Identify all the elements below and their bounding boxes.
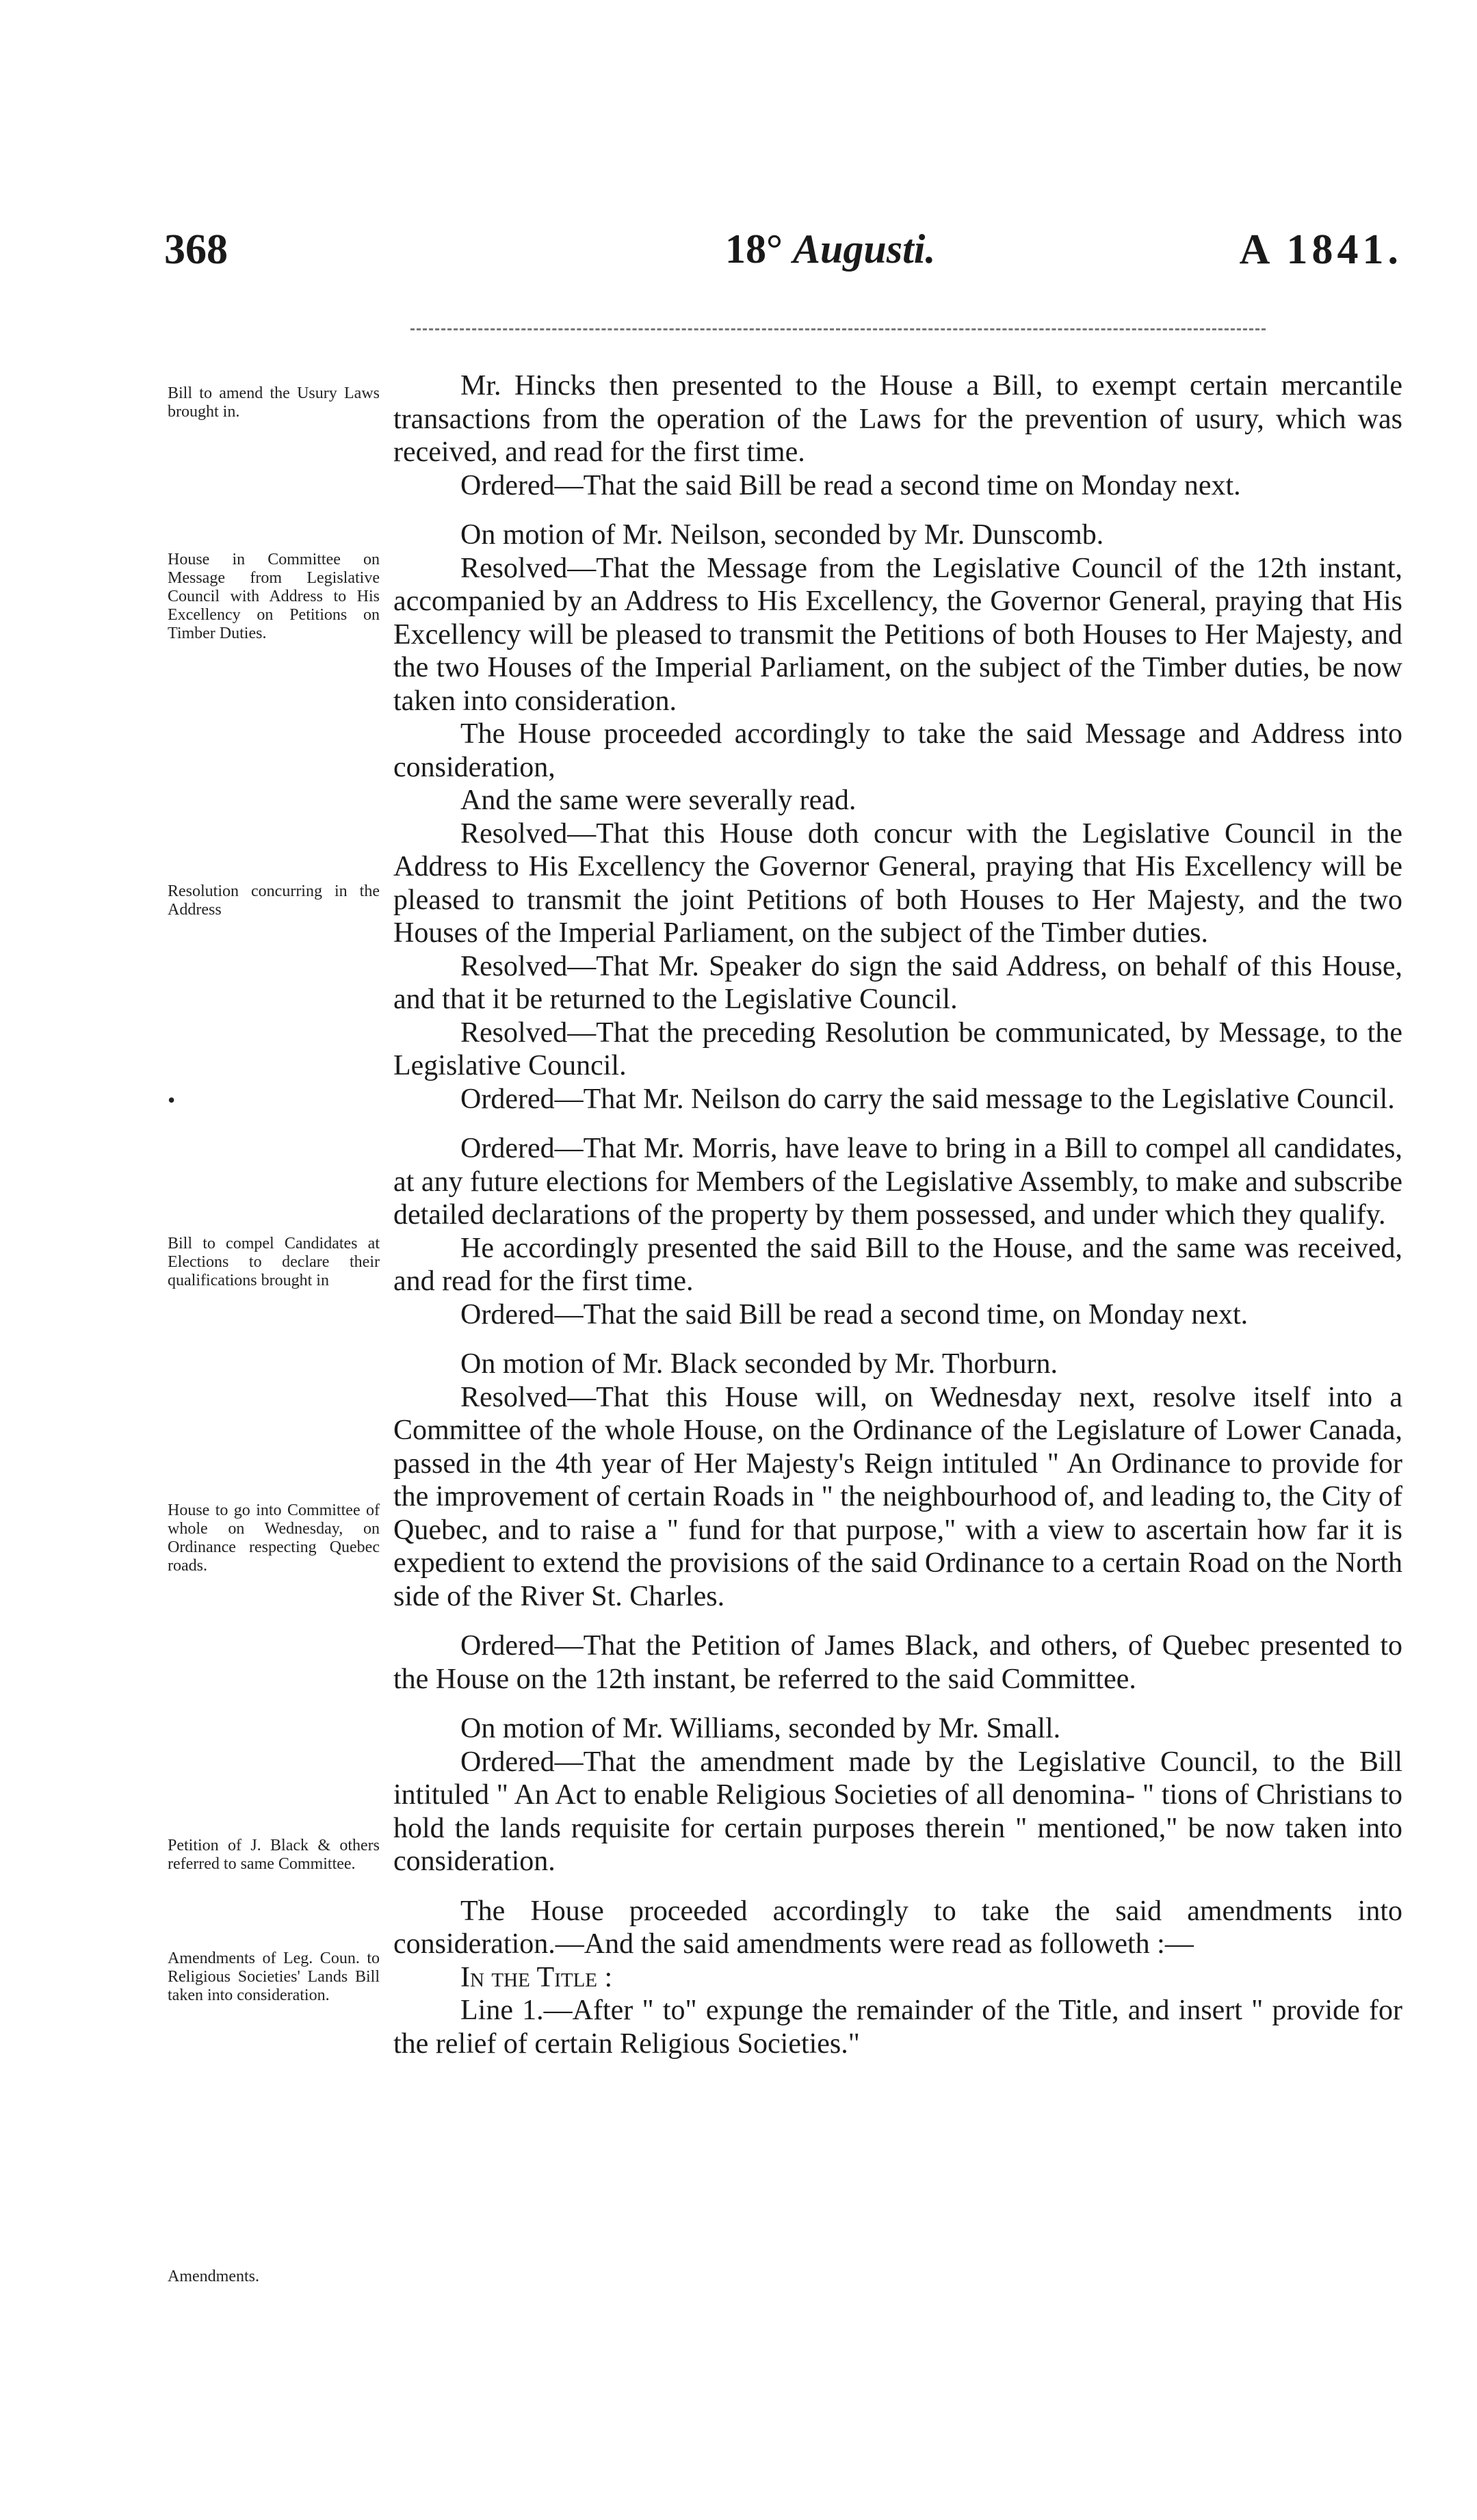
page-number: 368 [164,226,228,273]
margin-note: Amendments. [168,2268,259,2285]
page-header [164,226,1402,287]
paragraph: The House proceeded accordingly to take the said Message and Address into consideration, [393,718,1402,783]
page-year: A 1841. [1239,226,1402,273]
paragraph: Ordered—That the Petition of James Black, and others, of Quebec presented to the House on the 12th instant, be referred to the said Committee. [393,1630,1402,1695]
paragraph: Resolved—That the Message from the Legislative Council of the 12th instant, accompanied by an Address to His Excellency, the Governor General, praying that His Excellency will be pleased to transmit the Petitions of both Houses to Her Majesty, and the two Houses of the Imperial Parliament, on the subject of the Timber duties, be now taken into consideration. [393,552,1402,717]
header-rule [410,328,1266,330]
paragraph: He accordingly presented the said Bill to the House, and the same was received, and read for the first time. [393,1232,1402,1297]
main-text [393,369,1402,2060]
paragraph: Resolved—That this House will, on Wednesday next, resolve itself into a Committee of the whole House, on the Ordinance of the Legislature of Lower Canada, passed in the 4th year of Her Majesty's Reign intituled " An Ordinance to provide for the improvement of certain Roads in " the neighbourhood of, and leading to, the City of Quebec, and to raise a " fund for that purpose," with a view to ascertain how far it is expedient to extend the provisions of the said Ordinance to a certain Road on the North side of the River St. Charles. [393,1381,1402,1612]
page-day: 18° [725,226,783,272]
paragraph: On motion of Mr. Neilson, seconded by Mr. Dunscomb. [460,519,1104,551]
paragraph: Line 1.—After " to" expunge the remainder of the Title, and insert " provide for the relief of certain Religious Societies." [393,1995,1402,2060]
paragraph: Resolved—That Mr. Speaker do sign the said Address, on behalf of this House, and that it be returned to the Legislative Council. [393,950,1402,1015]
margin-note: Amendments of Leg. Coun. to Religious Societies' Lands Bill taken into consideration. [168,1950,380,2004]
margin-note: • [168,1088,176,1112]
paragraph: Mr. Hincks then presented to the House a Bill, to exempt certain mercantile transactions from the operation of the Laws for the prevention of usury, which was received, and read for the first time. [393,370,1402,468]
margin-note: Bill to amend the Usury Laws brought in. [168,384,380,421]
paragraph: Resolved—That the preceding Resolution be communicated, by Message, to the Legislative Council. [393,1016,1402,1081]
paragraph: On motion of Mr. Black seconded by Mr. Thorburn. [460,1348,1058,1380]
paragraph: Ordered—That the said Bill be read a second time on Monday next. [460,469,1241,501]
paragraph: Resolved—That this House doth concur with the Legislative Council in the Address to His Excellency the Governor General, praying that His Excellency will be pleased to transmit the joint Petitions of both Houses to Her Majesty, and the two Houses of the Imperial Parliament, on the subject of the Timber duties. [393,817,1402,949]
margin-note: Resolution concurring in the Address [168,882,380,919]
section-heading: In the Title : [460,1961,613,1993]
paragraph: The House proceeded accordingly to take the said amendments into consideration.—And the said amendments were read as followeth :— [393,1895,1402,1960]
margin-note: Petition of J. Black & others referred to same Committee. [168,1837,380,1873]
paragraph: On motion of Mr. Williams, seconded by Mr. Small. [460,1713,1061,1744]
page-month: Augusti. [793,226,936,272]
margin-note: Bill to compel Candidates at Elections to declare their qualifications brought in [168,1235,380,1289]
paragraph: Ordered—That the said Bill be read a second time, on Monday next. [460,1298,1249,1330]
paragraph: Ordered—That Mr. Neilson do carry the said message to the Legislative Council. [460,1083,1395,1115]
margin-note: House to go into Committee of whole on Wednesday, on Ordinance respecting Quebec roads. [168,1501,380,1575]
paragraph: And the same were severally read. [460,785,857,816]
paragraph: Ordered—That Mr. Morris, have leave to bring in a Bill to compel all candidates, at any future elections for Members of the Legislative Assembly, to make and subscribe detailed declarations of the property by them possessed, and under which they qualify. [393,1133,1402,1231]
page-date [725,226,935,273]
margin-note: House in Committee on Message from Legislative Council with Address to His Excellency on Petitions on Timber Duties. [168,551,380,642]
paragraph: Ordered—That the amendment made by the Legislative Council, to the Bill intituled " An Act to enable Religious Societies of all denomina- " tions of Christians to hold the lands requisite for certain purposes therein " mentioned," be now taken into consideration. [393,1746,1402,1877]
